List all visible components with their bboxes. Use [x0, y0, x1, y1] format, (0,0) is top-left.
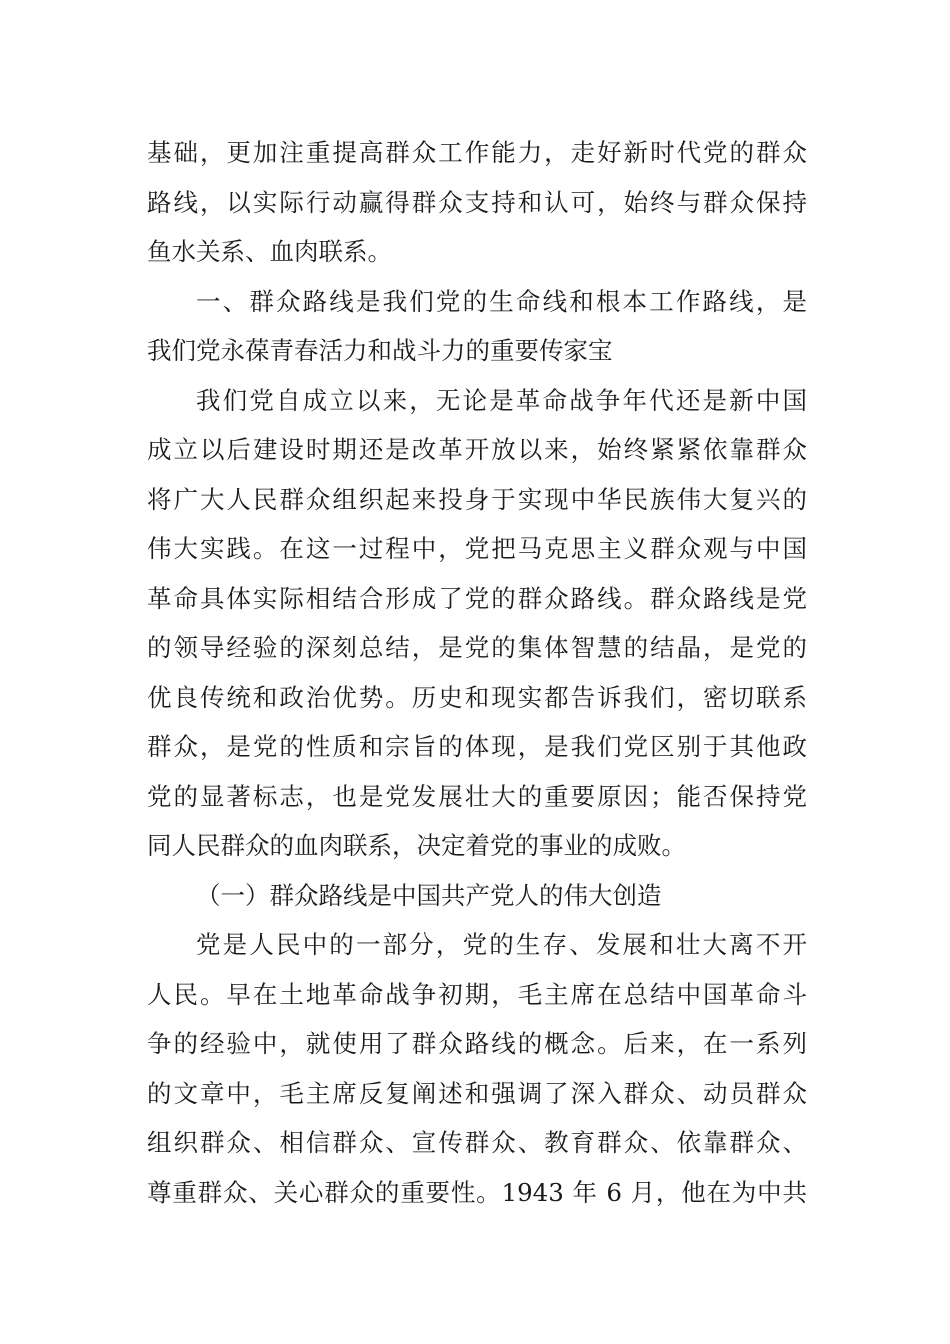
text-line: 我们党自成立以来，无论是革命战争年代还是新中国	[196, 385, 807, 415]
text-line: 鱼水关系、血肉联系。	[147, 237, 392, 266]
section-subheading-1	[147, 871, 807, 921]
paragraph-body-1	[147, 376, 807, 871]
section-heading-1	[147, 277, 807, 376]
text-line: 将广大人民群众组织起来投身于实现中华民族伟大复兴的	[147, 484, 807, 514]
text-line: 党的显著标志，也是党发展壮大的重要原因；能否保持党	[147, 781, 807, 811]
text-line: 路线，以实际行动赢得群众支持和认可，始终与群众保持	[147, 187, 807, 217]
text-line: 我们党永葆青春活力和战斗力的重要传家宝	[147, 336, 613, 365]
text-line: （一）群众路线是中国共产党人的伟大创造	[196, 880, 662, 910]
text-line: 同人民群众的血肉联系，决定着党的事业的成败。	[147, 831, 686, 860]
paragraph-continuation	[147, 128, 807, 277]
text-line: 基础，更加注重提高群众工作能力，走好新时代党的群众	[147, 138, 807, 167]
text-line: 革命具体实际相结合形成了党的群众路线。群众路线是党	[147, 583, 807, 613]
text-line: 优良传统和政治优势。历史和现实都告诉我们，密切联系	[147, 682, 807, 712]
text-line: 争的经验中，就使用了群众路线的概念。后来，在一系列	[147, 1029, 807, 1058]
text-line: 的文章中，毛主席反复阐述和强调了深入群众、动员群众	[147, 1078, 807, 1108]
text-line: 党是人民中的一部分，党的生存、发展和壮大离不开	[196, 930, 807, 959]
document-body	[147, 128, 807, 1217]
text-line: 伟大实践。在这一过程中，党把马克思主义群众观与中国	[147, 534, 807, 563]
text-line: 尊重群众、关心群众的重要性。1943 年 6 月，他在为中共	[147, 1177, 807, 1207]
text-line: 组织群众、相信群众、宣传群众、教育群众、依靠群众、	[147, 1128, 807, 1157]
text-line: 人民。早在土地革命战争初期，毛主席在总结中国革命斗	[147, 979, 807, 1009]
text-line: 的领导经验的深刻总结，是党的集体智慧的结晶，是党的	[147, 633, 807, 662]
text-line: 群众，是党的性质和宗旨的体现，是我们党区别于其他政	[147, 732, 807, 761]
text-line: 成立以后建设时期还是改革开放以来，始终紧紧依靠群众	[147, 435, 807, 464]
text-line: 一、群众路线是我们党的生命线和根本工作路线，是	[196, 286, 807, 316]
paragraph-body-2	[147, 920, 807, 1217]
